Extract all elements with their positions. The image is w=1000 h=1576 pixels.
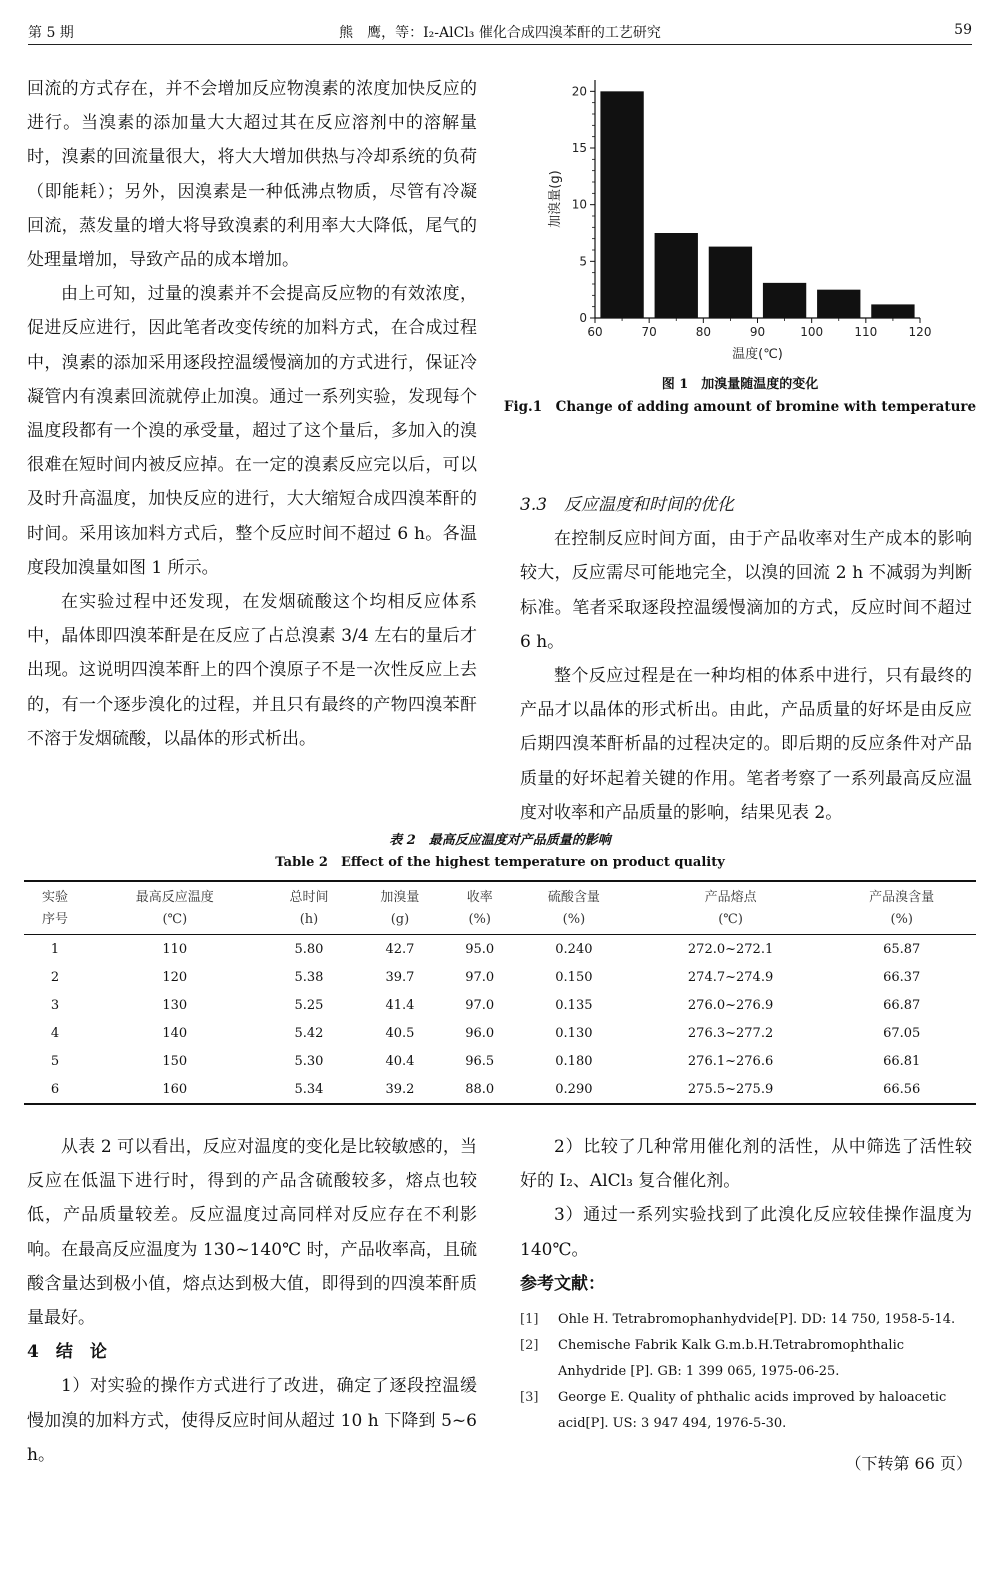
paragraph: 1）对实验的操作方式进行了改进，确定了逐段控温缓慢加溴的加料方式，使得反应时间从超过 10 h 下降到 5~6 h。 — [27, 1376, 477, 1465]
column-unit: (%) — [445, 909, 514, 935]
table-cell: 41.4 — [385, 997, 415, 1013]
bar — [655, 233, 698, 318]
y-tick-label: 10 — [571, 197, 587, 212]
column-header: 收率 — [445, 881, 514, 909]
table-cell: 5.38 — [294, 969, 324, 985]
paragraph: 整个反应过程是在一种均相的体系中进行，只有最终的产品才以晶体的形式析出。由此，产品质量的好坏是由反应后期四溴苯酐析晶的过程决定的。即后期的反应条件对产品质量的好坏起着关键的作用。笔者考察了一系列最高反应温度对收率和产品质量的影响，结果见表 2。 — [520, 666, 972, 823]
paragraph: 3）通过一系列实验找到了此溴化反应较佳操作温度为 140℃。 — [520, 1205, 972, 1260]
table-cell: 5.30 — [294, 1053, 324, 1069]
table-cell: 40.5 — [385, 1025, 415, 1041]
paragraph: 回流的方式存在，并不会增加反应物溴素的浓度加快反应的进行。当溴素的添加量大大超过其在反应溶剂中的溶解量时，溴素的回流量很大，将大大增加供热与冷却系统的负荷（即能耗）；另外，因溴素是一种低沸点物质，尽管有冷凝回流，蒸发量的增大将导致溴素的利用率大大降低，尾气的处理量增加，导致产品的成本增加。 — [27, 79, 477, 271]
column-header: 产品熔点 — [634, 881, 828, 909]
table-cell: 272.0~272.1 — [687, 941, 774, 957]
table-caption-cn: 表 2 最高反应温度对产品质量的影响 — [389, 833, 611, 848]
table-cell: 0.290 — [514, 1075, 634, 1104]
reference-number: [2] — [520, 1338, 539, 1354]
column-unit: 序号 — [24, 909, 86, 935]
reference-item — [520, 1385, 972, 1437]
running-title: 熊 鹰，等：I₂-AlCl₃ 催化合成四溴苯酐的工艺研究 — [339, 25, 661, 41]
table-row — [24, 991, 976, 1019]
reference-number: [1] — [520, 1312, 539, 1328]
table-header-row — [24, 909, 976, 935]
section-heading: 4 结 论 — [27, 1342, 107, 1363]
x-tick-label: 80 — [695, 325, 711, 339]
table-cell: 65.87 — [883, 941, 921, 957]
reference-text: Ohle H. Tetrabromophanhydvide[P]. DD: 14 750, 1958-5-14. — [558, 1312, 956, 1328]
column-unit: (℃) — [634, 909, 828, 935]
table-cell: 274.7~274.9 — [687, 969, 774, 985]
table-cell: 5.25 — [294, 997, 324, 1013]
column-header: 加溴量 — [354, 881, 445, 909]
x-tick-label: 120 — [908, 325, 932, 339]
y-tick-label: 5 — [579, 254, 587, 269]
table-row — [24, 935, 976, 964]
table-cell: 40.4 — [385, 1053, 415, 1069]
table-cell: 120 — [162, 969, 188, 985]
table-cell: 276.1~276.6 — [687, 1053, 774, 1069]
table-cell: 5.80 — [294, 941, 324, 957]
section-heading: 3.3 反应温度和时间的优化 — [520, 495, 735, 515]
reference-text: Chemische Fabrik Kalk G.m.b.H.Tetrabromophthalic Anhydride [P]. GB: 1 399 065, 1975-06-25. — [558, 1338, 905, 1380]
table-cell: 0.180 — [555, 1053, 593, 1069]
bar-chart — [500, 70, 980, 370]
x-tick-label: 90 — [749, 325, 766, 339]
y-axis-label: 加溴量(g) — [548, 170, 563, 228]
table-cell: 5 — [50, 1053, 60, 1069]
table-cell: 66.87 — [883, 997, 921, 1013]
table-header-row — [24, 881, 976, 909]
table-cell: 5.42 — [294, 1025, 324, 1041]
column-unit: (h) — [264, 909, 355, 935]
table-cell: 5.34 — [264, 1075, 355, 1104]
paragraph: 由上可知，过量的溴素并不会提高反应物的有效浓度，促进反应进行，因此笔者改变传统的加料方式，在合成过程中，溴素的添加采用逐段控温缓慢滴加的方式进行，保证冷凝管内有溴素回流就停止加溴。通过一系列实验，发现每个温度段都有一个溴的承受量，超过了这个量后，多加入的溴很难在短时间内被反应掉。在一定的溴素反应完以后，可以及时升高温度，加快反应的进行，大大缩短合成四溴苯酐的时间。采用该加料方式后，整个反应时间不超过 6 h。各温度段加溴量如图 1 所示。 — [27, 284, 477, 578]
table-body — [24, 935, 976, 1105]
column-unit: (g) — [354, 909, 445, 935]
table-cell: 130 — [162, 997, 188, 1013]
reference-item — [520, 1333, 972, 1385]
table-cell: 1 — [50, 941, 60, 957]
figure-caption-cn: 图 1 加溴量随温度的变化 — [661, 377, 819, 392]
table-cell: 97.0 — [465, 997, 495, 1013]
column-unit: (℃) — [86, 909, 263, 935]
continued-note: （下转第 66 页） — [845, 1454, 972, 1474]
table-cell: 39.2 — [354, 1075, 445, 1104]
reference-text: George E. Quality of phthalic acids improved by haloacetic acid[P]. US: 3 947 494, 1976-5-30. — [558, 1390, 947, 1432]
table-cell: 275.5~275.9 — [634, 1075, 828, 1104]
page-number: 59 — [954, 22, 972, 38]
table-cell: 97.0 — [465, 969, 495, 985]
table-cell: 2 — [50, 969, 60, 985]
table-cell: 95.0 — [465, 941, 495, 957]
reference-number: [3] — [520, 1390, 539, 1406]
table-cell: 96.5 — [465, 1053, 495, 1069]
column-header: 最高反应温度 — [86, 881, 263, 909]
table-row — [24, 963, 976, 991]
bar — [817, 290, 860, 318]
table-cell: 160 — [86, 1075, 263, 1104]
table-cell: 66.56 — [827, 1075, 976, 1104]
table-caption-en: Table 2 Effect of the highest temperature on product quality — [275, 855, 725, 870]
table-cell: 0.240 — [555, 941, 593, 957]
x-tick-label: 70 — [641, 325, 657, 339]
table-cell: 276.3~277.2 — [687, 1025, 774, 1041]
bar — [709, 247, 752, 318]
table-cell: 88.0 — [445, 1075, 514, 1104]
left-column — [27, 72, 477, 756]
table-cell: 0.130 — [555, 1025, 593, 1041]
table-cell: 39.7 — [385, 969, 415, 985]
table-cell: 4 — [50, 1025, 60, 1041]
table-2 — [24, 830, 976, 1105]
reference-list — [520, 1307, 972, 1437]
issue-number: 第 5 期 — [28, 25, 74, 41]
table-cell: 42.7 — [385, 941, 415, 957]
table-cell: 96.0 — [465, 1025, 495, 1041]
table-cell: 6 — [24, 1075, 86, 1104]
column-header: 实验 — [24, 881, 86, 909]
table-cell: 276.0~276.9 — [687, 997, 774, 1013]
table-cell: 66.37 — [883, 969, 921, 985]
y-tick-label: 15 — [571, 141, 587, 155]
bottom-left-column — [27, 1130, 477, 1472]
bar — [871, 304, 914, 318]
table-row — [24, 1047, 976, 1075]
column-unit: (%) — [827, 909, 976, 935]
table-cell: 0.135 — [555, 997, 593, 1013]
table-cell: 150 — [162, 1053, 188, 1069]
page-header — [28, 18, 972, 45]
table-cell: 67.05 — [883, 1025, 921, 1041]
paragraph: 在实验过程中还发现，在发烟硫酸这个均相反应体系中，晶体即四溴苯酐是在反应了占总溴素 3/4 左右的量后才出现。这说明四溴苯酐上的四个溴原子不是一次性反应上去的，有一个逐步溴化的过程，并且只有最终的产物四溴苯酐不溶于发烟硫酸，以晶体的形式析出。 — [27, 592, 477, 749]
figure-1 — [500, 70, 980, 418]
x-axis-label: 温度(℃) — [732, 347, 783, 362]
paragraph: 从表 2 可以看出，反应对温度的变化是比较敏感的，当反应在低温下进行时，得到的产品含硫酸较多，熔点也较低，产品质量较差。反应温度过高同样对反应存在不利影响。在最高反应温度为 130~140℃ 时，产品收率高，且硫酸含量达到极小值，熔点达到极大值，即得到的四溴苯酐质量最好。 — [27, 1137, 477, 1329]
table-cell: 0.150 — [555, 969, 593, 985]
bar — [763, 283, 806, 318]
table-cell: 110 — [162, 941, 188, 957]
bottom-right-column — [520, 1130, 972, 1481]
column-header: 产品溴含量 — [827, 881, 976, 909]
column-header: 总时间 — [264, 881, 355, 909]
figure-caption-en: Fig.1 Change of adding amount of bromine with temperature — [503, 399, 977, 415]
y-tick-label: 0 — [579, 311, 587, 325]
table-cell: 3 — [50, 997, 60, 1013]
column-header: 硫酸含量 — [514, 881, 634, 909]
table-row — [24, 1075, 976, 1104]
paragraph: 2）比较了几种常用催化剂的活性，从中筛选了活性较好的 I₂、AlCl₃ 复合催化剂。 — [520, 1137, 972, 1192]
references-heading: 参考文献： — [520, 1273, 605, 1294]
y-tick-label: 20 — [571, 84, 587, 99]
bar — [600, 91, 643, 318]
table-cell: 66.81 — [883, 1053, 921, 1069]
column-unit: (%) — [514, 909, 634, 935]
paragraph: 在控制反应时间方面，由于产品收率对生产成本的影响较大，反应需尽可能地完全，以溴的回流 2 h 不减弱为判断标准。笔者采取逐段控温缓慢滴加的方式，反应时间不超过 6 h。 — [520, 529, 972, 652]
reference-item — [520, 1307, 972, 1333]
table-cell: 140 — [162, 1025, 188, 1041]
x-tick-label: 60 — [587, 325, 603, 339]
right-column — [520, 488, 972, 830]
table-row — [24, 1019, 976, 1047]
x-tick-label: 100 — [800, 325, 824, 339]
x-tick-label: 110 — [854, 325, 878, 339]
data-table — [24, 880, 976, 1105]
